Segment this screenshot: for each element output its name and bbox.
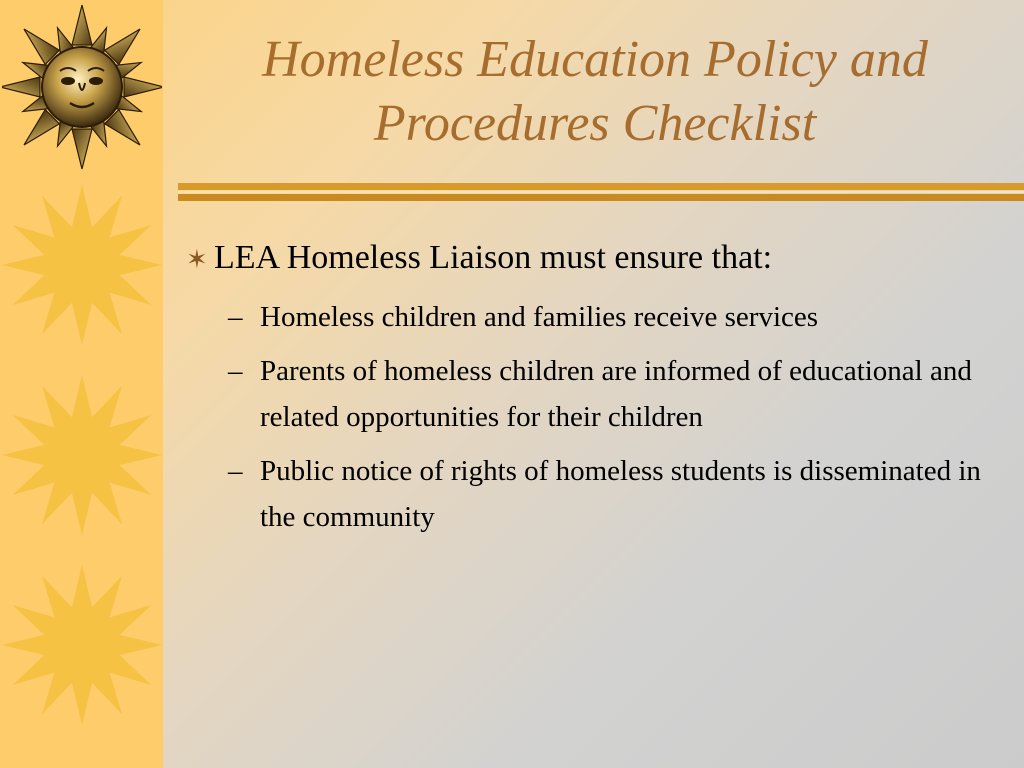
sub-bullet-text: Public notice of rights of homeless students is disseminated in the community	[260, 455, 981, 533]
main-bullet	[186, 236, 1006, 282]
dash-marker: –	[228, 455, 243, 487]
sun-icon	[2, 560, 162, 730]
six-point-star-icon: ✶	[186, 245, 208, 274]
sun-icon	[2, 370, 162, 540]
title-line-2: Procedures Checklist	[373, 95, 817, 152]
slide-title	[175, 28, 1015, 156]
title-line-1: Homeless Education Policy and	[262, 31, 928, 88]
list-item	[228, 448, 1006, 540]
dash-marker: –	[228, 355, 243, 387]
sun-icon	[2, 180, 162, 350]
list-item	[228, 294, 1006, 340]
dash-marker: –	[228, 301, 243, 333]
sub-bullet-list	[186, 294, 1006, 540]
sub-bullet-text: Parents of homeless children are informed of educational and related opportunities for their children	[260, 355, 972, 433]
main-bullet-text: LEA Homeless Liaison must ensure that:	[214, 239, 773, 276]
slide-body	[186, 236, 1006, 548]
list-item	[228, 348, 1006, 440]
sub-bullet-text: Homeless children and families receive services	[260, 301, 819, 333]
sun-face-icon	[2, 2, 162, 172]
title-divider	[178, 183, 1024, 203]
